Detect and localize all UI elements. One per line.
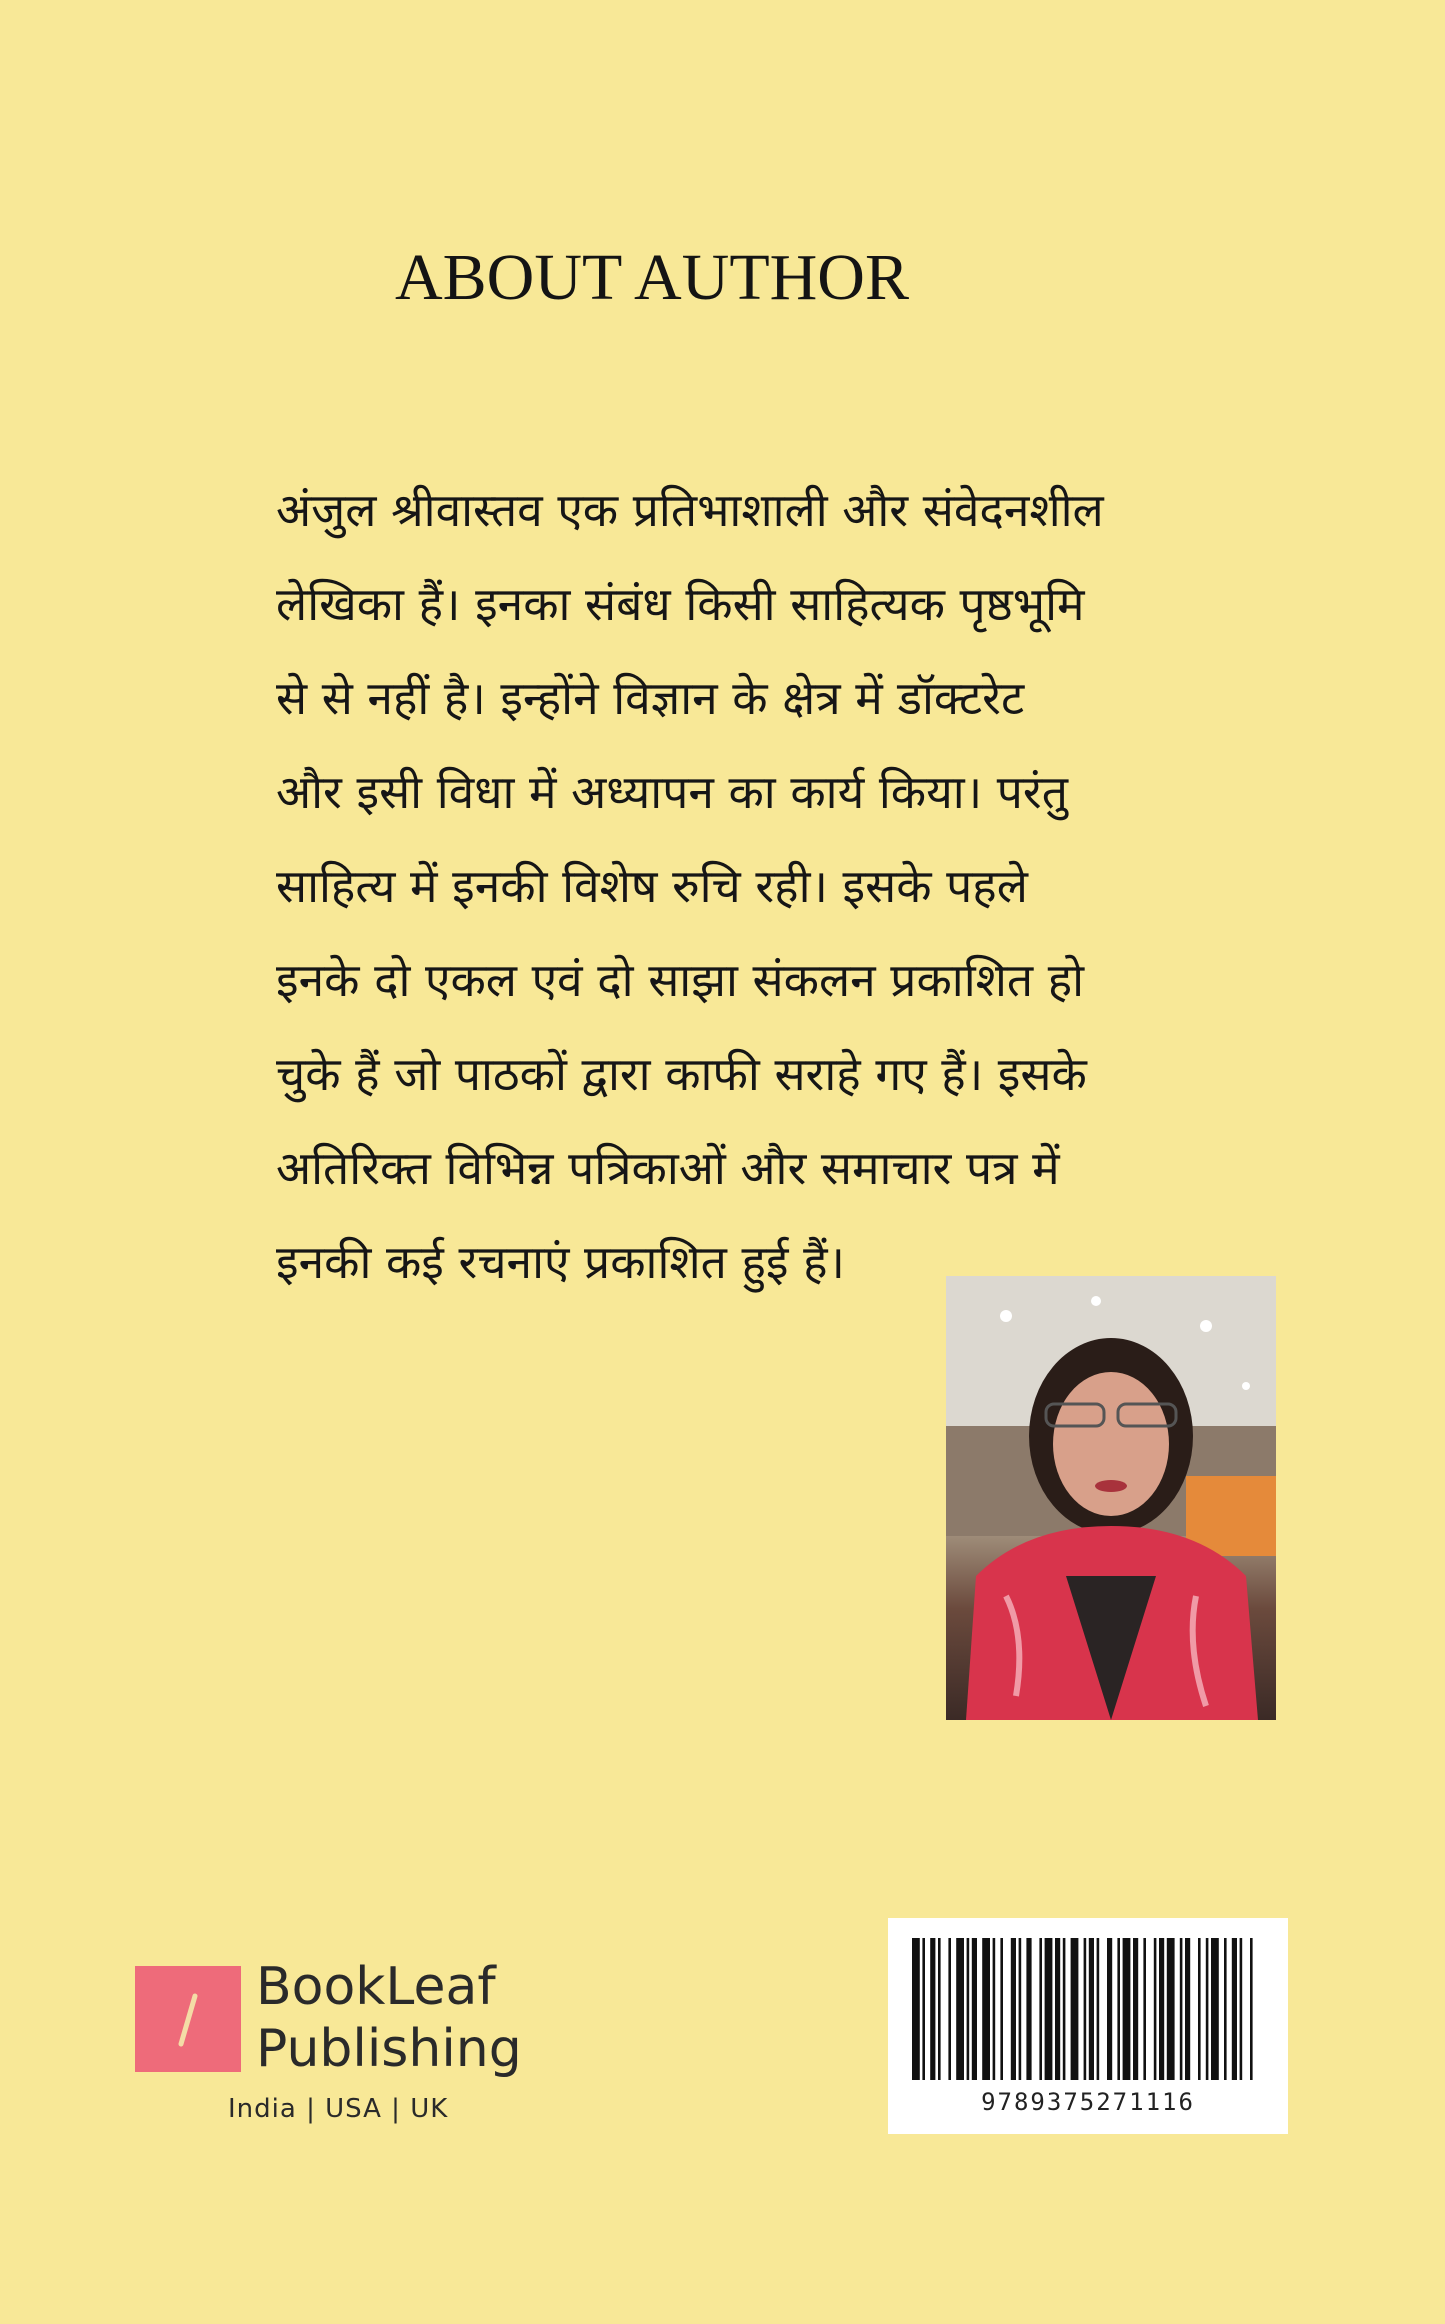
- isbn-number: 9789375271116: [981, 2088, 1195, 2116]
- publisher-name: [256, 1956, 522, 2080]
- barcode-bar: [938, 1938, 941, 2080]
- barcode-bar: [1232, 1938, 1237, 2080]
- barcode-bar: [1084, 1938, 1087, 2080]
- barcode-bar: [993, 1938, 996, 2080]
- bio-line: साहित्य में इनकी विशेष रुचि रही। इसके पहले: [276, 859, 1028, 913]
- barcode-bar: [1123, 1938, 1131, 2080]
- barcode-bar: [1000, 1938, 1003, 2080]
- barcode-bar: [1045, 1938, 1053, 2080]
- barcode-bar: [1159, 1938, 1164, 2080]
- barcode-bar: [1240, 1938, 1243, 2080]
- barcode-bar: [1019, 1938, 1022, 2080]
- barcode-bar: [1250, 1938, 1253, 2080]
- bio-line: अंजुल श्रीवास्तव एक प्रतिभाशाली और संवेदनशील: [276, 483, 1104, 537]
- publisher-name-line1: BookLeaf: [256, 1957, 496, 2017]
- barcode-bar: [930, 1938, 935, 2080]
- slash-icon: [135, 1966, 241, 2072]
- barcode-bar: [1180, 1938, 1183, 2080]
- page-title: ABOUT AUTHOR: [395, 241, 909, 314]
- bio-line: चुके हैं जो पाठकों द्वारा काफी सराहे गए हैं। इसके: [276, 1047, 1087, 1101]
- barcode-bars: [888, 1918, 1288, 2088]
- barcode-bar: [1224, 1938, 1227, 2080]
- barcode-bar: [1089, 1938, 1094, 2080]
- barcode-bar: [1198, 1938, 1201, 2080]
- barcode-bar: [1143, 1938, 1146, 2080]
- barcode: [888, 1918, 1288, 2134]
- barcode-bar: [1206, 1938, 1209, 2080]
- barcode-bar: [948, 1938, 951, 2080]
- author-portrait-image: [946, 1276, 1276, 1720]
- bio-line: इनकी कई रचनाएं प्रकाशित हुई हैं।: [276, 1235, 845, 1289]
- barcode-bar: [922, 1938, 925, 2080]
- barcode-bar: [1185, 1938, 1190, 2080]
- bio-line: और इसी विधा में अध्यापन का कार्य किया। परंतु: [276, 765, 1068, 819]
- barcode-bar: [1011, 1938, 1016, 2080]
- bio-line: अतिरिक्त विभिन्न पत्रिकाओं और समाचार पत्र में: [276, 1141, 1060, 1195]
- publisher-regions: India | USA | UK: [228, 2094, 449, 2124]
- publisher-name-line2: Publishing: [256, 2019, 522, 2079]
- bio-line: से से नहीं है। इन्होंने विज्ञान के क्षेत्र में डॉक्टरेट: [276, 671, 1025, 725]
- barcode-bar: [1039, 1938, 1042, 2080]
- barcode-bar: [1026, 1938, 1031, 2080]
- barcode-bar: [1071, 1938, 1079, 2080]
- bio-line: इनके दो एकल एवं दो साझा संकलन प्रकाशित हो: [276, 953, 1085, 1007]
- barcode-bar: [967, 1938, 970, 2080]
- barcode-bar: [1055, 1938, 1060, 2080]
- barcode-bar: [1167, 1938, 1175, 2080]
- barcode-bar: [972, 1938, 977, 2080]
- bio-line: लेखिका हैं। इनका संबंध किसी साहित्यक पृष्ठभूमि: [276, 577, 1085, 631]
- barcode-bar: [1107, 1938, 1112, 2080]
- barcode-bar: [912, 1938, 920, 2080]
- author-photo: [946, 1276, 1276, 1720]
- barcode-bar: [1211, 1938, 1219, 2080]
- barcode-bar: [982, 1938, 990, 2080]
- publisher-logo-mark: [135, 1966, 241, 2072]
- barcode-bar: [1154, 1938, 1157, 2080]
- barcode-bar: [1097, 1938, 1100, 2080]
- barcode-bar: [1063, 1938, 1066, 2080]
- barcode-bar: [1133, 1938, 1138, 2080]
- author-bio: [276, 463, 1156, 1309]
- barcode-bar: [956, 1938, 964, 2080]
- barcode-bar: [1117, 1938, 1120, 2080]
